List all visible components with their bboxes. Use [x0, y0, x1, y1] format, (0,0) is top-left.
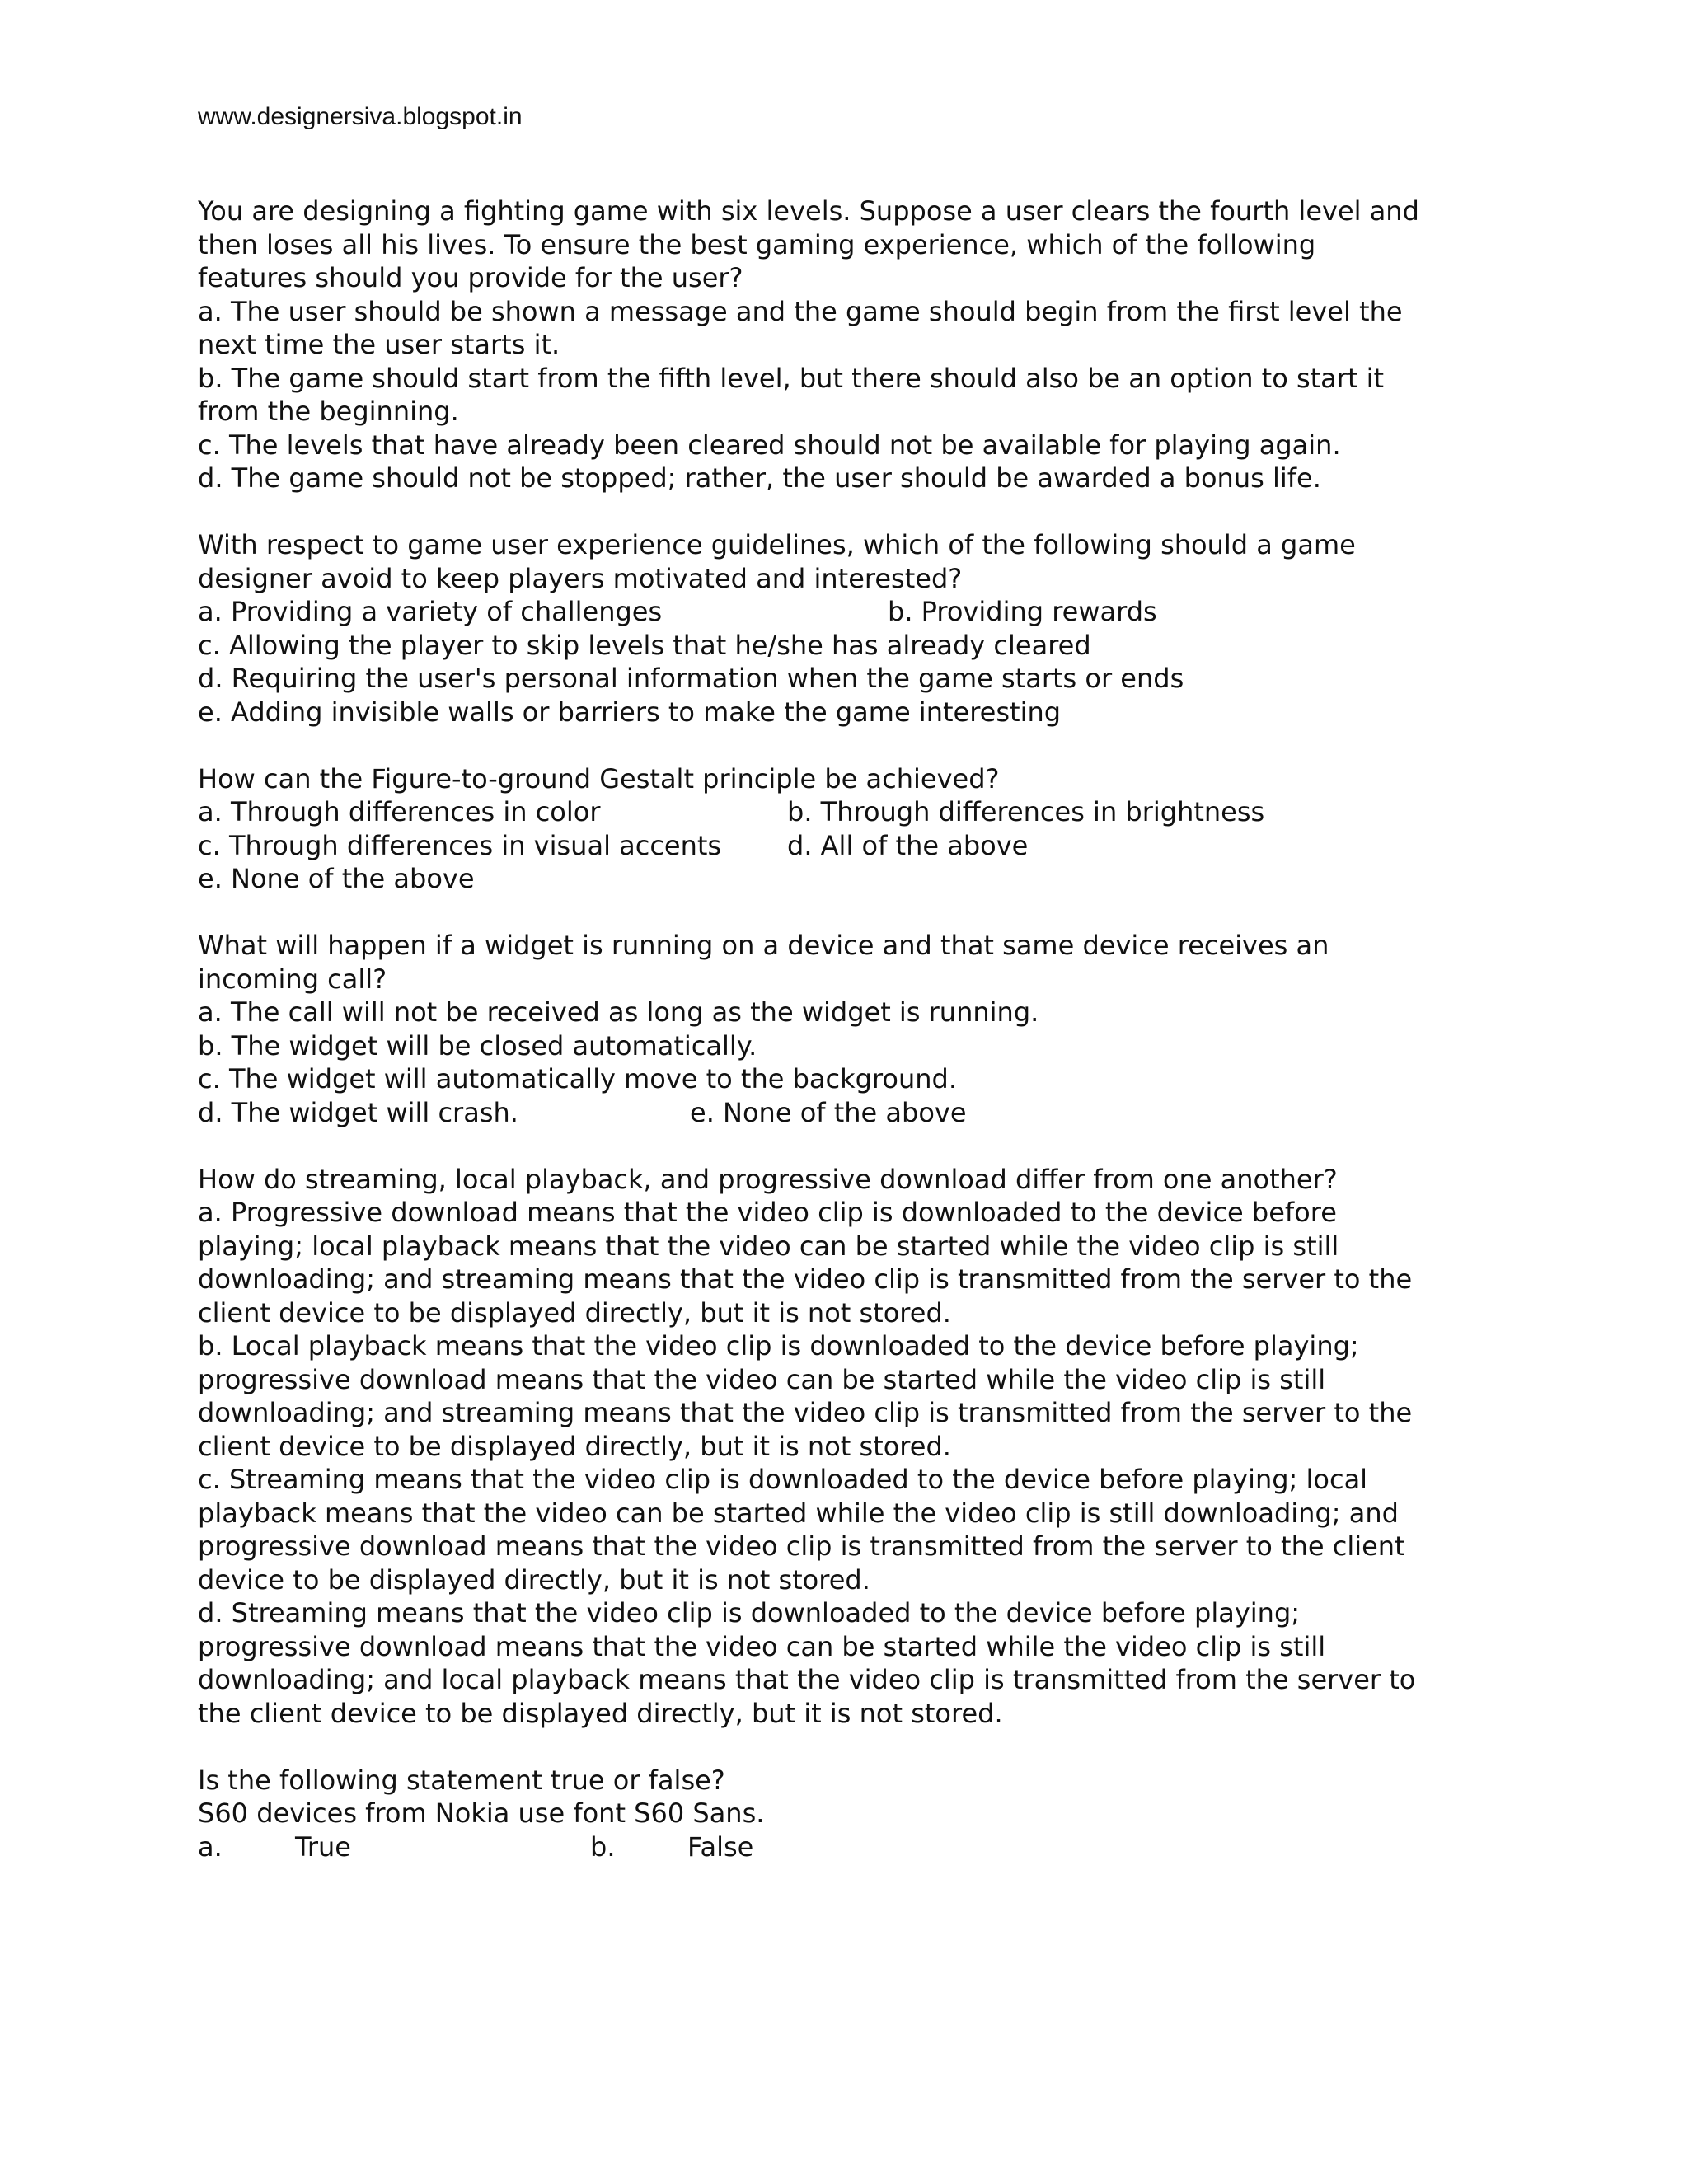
question-1-stem-line: features should you provide for the user?: [198, 262, 743, 293]
question-3-stem-line: How can the Figure-to-ground Gestalt principle be achieved?: [198, 762, 1000, 794]
question-4: [198, 929, 1500, 1129]
question-5-option-line: c. Streaming means that the video clip is downloaded to the device before playing; local: [198, 1464, 1368, 1495]
question-5-option-line: downloading; and streaming means that the video clip is transmitted from the server to the: [198, 1263, 1413, 1295]
question-2-option-c: c. Allowing the player to skip levels that he/she has already cleared: [198, 629, 1091, 661]
question-2-option-d: d. Requiring the user's personal information when the game starts or ends: [198, 663, 1184, 694]
question-5-option-line: downloading; and local playback means that the video clip is transmitted from the server to: [198, 1664, 1416, 1695]
question-6-stem-line: S60 devices from Nokia use font S60 Sans.: [198, 1797, 765, 1829]
question-6-option-row: [198, 1830, 1500, 1864]
question-3-option-b: b. Through differences in brightness: [787, 796, 1265, 827]
question-6-option-b-value: False: [687, 1830, 754, 1863]
site-url: www.designersiva.blogspot.in: [198, 103, 523, 130]
question-1-option-line: next time the user starts it.: [198, 329, 560, 360]
question-5-option-line: playback means that the video can be started while the video clip is still downloading; and: [198, 1497, 1399, 1529]
question-2-option-e: e. Adding invisible walls or barriers to make the game interesting: [198, 696, 1062, 728]
question-2-option-b: b. Providing rewards: [888, 596, 1157, 627]
question-4-option-a: a. The call will not be received as long as the widget is running.: [198, 996, 1039, 1028]
question-1-option-line: d. The game should not be stopped; rather, the user should be awarded a bonus life.: [198, 462, 1321, 494]
question-6-option-a-value: True: [295, 1830, 351, 1863]
question-1: [198, 194, 1500, 495]
question-5-stem-line: How do streaming, local playback, and progressive download differ from one another?: [198, 1163, 1338, 1195]
question-3-option-row: [198, 795, 1500, 829]
question-3-option-c: c. Through differences in visual accents: [198, 829, 722, 861]
question-1-option-line: from the beginning.: [198, 396, 459, 427]
question-5-option-line: a. Progressive download means that the video clip is downloaded to the device before: [198, 1197, 1337, 1228]
question-2-option-a: a. Providing a variety of challenges: [198, 596, 663, 627]
question-4-option-d: d. The widget will crash.: [198, 1096, 518, 1128]
question-5-option-line: progressive download means that the video can be started while the video clip is still: [198, 1630, 1326, 1662]
question-1-option-line: c. The levels that have already been cleared should not be available for playing again.: [198, 429, 1341, 461]
question-5-option-line: client device to be displayed directly, but it is not stored.: [198, 1430, 951, 1462]
question-5-option-line: downloading; and streaming means that the video clip is transmitted from the server to the: [198, 1397, 1413, 1428]
question-4-option-e: e. None of the above: [690, 1096, 967, 1128]
question-3: [198, 762, 1500, 896]
question-6-option-b-letter: b.: [590, 1830, 616, 1863]
question-1-option-line: b. The game should start from the fifth level, but there should also be an option to start it: [198, 362, 1385, 394]
question-1-stem-line: You are designing a fighting game with six levels. Suppose a user clears the fourth level and: [198, 195, 1419, 227]
question-5-option-line: b. Local playback means that the video clip is downloaded to the device before playing;: [198, 1330, 1359, 1361]
question-1-option-line: a. The user should be shown a message and the game should begin from the first level the: [198, 295, 1403, 327]
question-list: [198, 194, 1500, 1897]
question-2-stem-line: With respect to game user experience guidelines, which of the following should a game: [198, 529, 1356, 560]
question-4-stem-line: What will happen if a widget is running on a device and that same device receives an: [198, 930, 1329, 961]
question-3-option-e: e. None of the above: [198, 863, 475, 894]
question-5-option-line: progressive download means that the video can be started while the video clip is still: [198, 1363, 1326, 1395]
question-4-option-b: b. The widget will be closed automatically.: [198, 1029, 757, 1062]
question-2-stem-line: designer avoid to keep players motivated and interested?: [198, 562, 963, 594]
question-2-option-row: [198, 595, 1500, 629]
question-6-option-a-letter: a.: [198, 1830, 223, 1863]
question-4-stem-line: incoming call?: [198, 963, 387, 995]
question-5-option-line: client device to be displayed directly, but it is not stored.: [198, 1296, 951, 1329]
question-4-option-c: c. The widget will automatically move to the background.: [198, 1063, 958, 1094]
question-6: [198, 1764, 1500, 1864]
question-5-option-line: progressive download means that the video clip is transmitted from the server to the client: [198, 1530, 1405, 1562]
question-5-option-line: playing; local playback means that the video can be started while the video clip is still: [198, 1230, 1339, 1262]
question-3-option-d: d. All of the above: [787, 829, 1029, 861]
question-3-option-row: [198, 829, 1500, 863]
question-4-option-row: [198, 1096, 1500, 1130]
question-5-option-line: the client device to be displayed directly, but it is not stored.: [198, 1697, 1003, 1729]
question-1-stem-line: then loses all his lives. To ensure the best gaming experience, which of the following: [198, 228, 1316, 260]
question-6-stem-line: Is the following statement true or false?: [198, 1764, 725, 1796]
question-5-option-line: device to be displayed directly, but it is not stored.: [198, 1563, 870, 1596]
question-5-option-line: d. Streaming means that the video clip is downloaded to the device before playing;: [198, 1597, 1301, 1629]
question-2: [198, 528, 1500, 729]
question-5: [198, 1163, 1500, 1731]
question-3-option-a: a. Through differences in color: [198, 796, 601, 827]
